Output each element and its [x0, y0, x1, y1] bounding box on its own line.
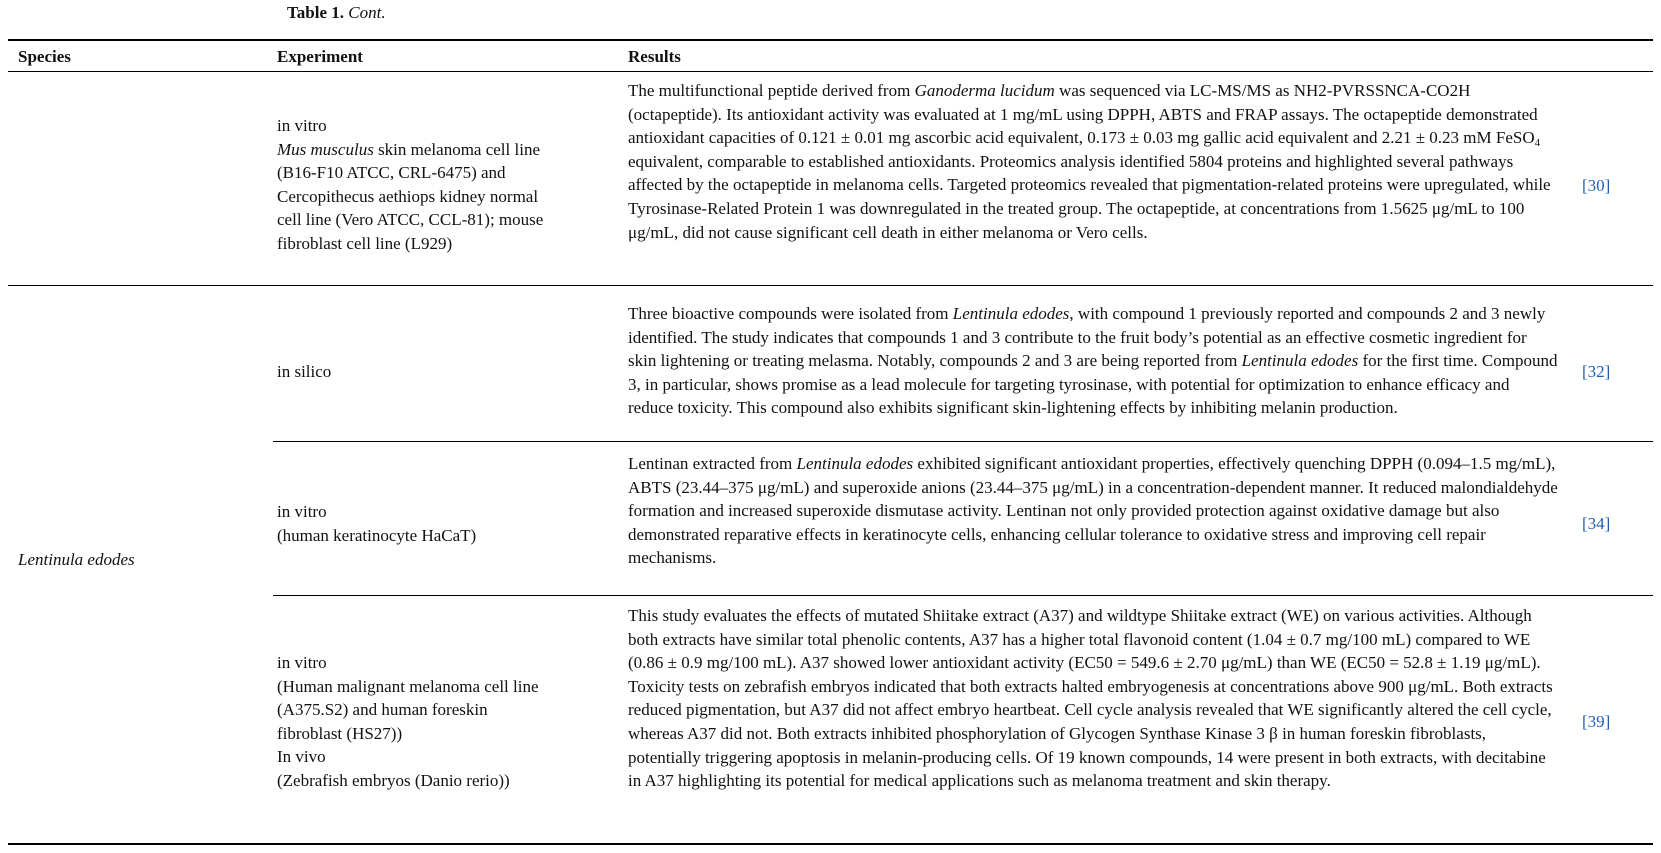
row2-res-italic: Lentinula edodes	[952, 304, 1070, 323]
row1-exp-line: fibroblast cell line (L929)	[277, 233, 453, 253]
row2-res-text: Three bioactive compounds were isolated from	[628, 304, 953, 323]
table-caption	[287, 2, 386, 24]
row1-exp-line: Cercopithecus aethiops kidney normal	[277, 186, 539, 206]
row1-exp-line: cell line (Vero ATCC, CCL-81); mouse	[277, 210, 544, 230]
row1-experiment	[277, 114, 627, 256]
ref-link-34[interactable]: [34]	[1582, 514, 1611, 533]
row1-exp-line: (B16-F10 ATCC, CRL-6475) and	[277, 163, 506, 183]
bottom-rule	[8, 843, 1653, 845]
row3-res-text: Lentinan extracted from	[628, 454, 797, 473]
ref-link-32[interactable]: [32]	[1582, 362, 1611, 381]
row3-exp-line: (human keratinocyte HaCaT)	[277, 525, 477, 545]
row4-exp-line: (Human malignant melanoma cell line	[277, 676, 539, 696]
species-lentinula-edodes: Lentinula edodes	[18, 550, 135, 569]
row4-res-text: This study evaluates the effects of mutated Shiitake extract (A37) and wildtype Shiitake extract (WE) on various activities. Although both extracts have similar total phenolic contents, A37 has a higher total flavonoid content (1.04 ± 0.7 mg/100 mL) compared to WE (0.86 ± 0.9 mg/100 mL). A37 showed lower antioxidant activity (EC50 = 549.6 ± 2.70 μg/mL) than WE (EC50 = 52.8 ± 1.19 μg/mL). Toxicity tests on zebrafish embryos indicated that both extracts halted embryogenesis at concentrations above 900 μg/mL. Both extracts reduced pigmentation, but A37 did not affect embryo heartbeat. Cell cycle analysis revealed that WE significantly altered the cell cycle, whereas A37 did not. Both extracts inhibited phosphorylation of Glycogen Synthase Kinase 3 β in human foreskin fibroblasts, potentially triggering apoptosis in melanin-producing cells. Of 19 known compounds, 14 were present in both extracts, with decitabine in A37 highlighting its potential for medical applications such as melanoma treatment and skin therapy.	[628, 606, 1553, 791]
row3-results	[628, 452, 1558, 570]
row4-exp-line: (A375.S2) and human foreskin	[277, 700, 488, 720]
row1-exp-line	[277, 138, 627, 162]
row1-res-text: The multifunctional peptide derived from	[628, 81, 915, 100]
row-rule	[273, 441, 1653, 442]
table-label: Table 1.	[287, 3, 345, 22]
row2-results	[628, 302, 1558, 420]
row1-exp-line: in vitro	[277, 116, 327, 135]
row2-experiment	[277, 360, 627, 384]
row4-exp-line: in vitro	[277, 653, 327, 672]
species-italic: Mus musculus	[277, 139, 374, 159]
row4-experiment	[277, 651, 627, 793]
row2-res-text: , with compound 1 previously reported and compounds 2 and 3 newly identified. The study indicates that compounds 1 and 3 contribute to the fruit body’s potential as an effective cosmetic ingredient for skin lightening or treating melasma. Notably, compounds 2 and 3 are being reported from	[628, 304, 1546, 371]
row4-results	[628, 604, 1558, 793]
row3-res-text: exhibited significant antioxidant properties, effectively quenching DPPH (0.094–1.5 mg/mL), ABTS (23.44–375 μg/mL) and superoxide anions (23.44–375 μg/mL) in a concentration-dependent manner. It reduced malondialdehyde formation and increased superoxide dismutase activity. Lentinan not only provided protection against oxidative damage but also demonstrated reparative effects in keratinocyte cells, enhancing cellular tolerance to oxidative stress and improving cell repair mechanisms.	[628, 454, 1558, 568]
row1-res-italic: Ganoderma lucidum	[914, 81, 1055, 100]
row1-res-subscript: 4	[1534, 137, 1541, 150]
row1-results	[628, 79, 1558, 244]
row2-res-text: for the first time. Compound 3, in particular, shows promise as a lead molecule for targeting tyrosinase, with potential for optimization to enhance efficacy and reduce toxicity. This compound also exhibits significant skin-lightening effects by inhibiting melanin production.	[628, 351, 1558, 418]
row3-exp-line: in vitro	[277, 502, 327, 521]
row1-res-text: was sequenced via LC-MS/MS as NH2-PVRSSNCA-CO2H (octapeptide). Its antioxidant activity was evaluated at 1 mg/mL using DPPH, ABTS and FRAP assays. The octapeptide demonstrated antioxidant capacities of 0.121 ± 0.01 mg ascorbic acid equivalent, 0.173 ± 0.03 mg gallic acid equivalent and 2.21 ± 0.23 mM FeSO	[628, 81, 1538, 148]
header-experiment: Experiment	[277, 47, 363, 66]
header-rule	[8, 71, 1653, 72]
row-rule	[273, 595, 1653, 596]
header-species: Species	[18, 47, 71, 66]
row4-exp-line: (Zebrafish embryos (Danio rerio))	[277, 770, 510, 790]
row2-res-italic: Lentinula edodes	[1241, 351, 1359, 371]
row3-experiment	[277, 500, 627, 547]
row3-res-italic: Lentinula edodes	[796, 454, 914, 473]
row2-exp-line: in silico	[277, 362, 332, 381]
row4-exp-line: fibroblast (HS27))	[277, 723, 403, 743]
ref-link-30[interactable]: [30]	[1582, 176, 1611, 195]
row4-exp-line: In vivo	[277, 747, 326, 767]
ref-link-39[interactable]: [39]	[1582, 712, 1611, 731]
row1-exp-text: skin melanoma cell line	[373, 139, 540, 159]
header-results: Results	[628, 47, 681, 66]
row-rule	[8, 285, 1653, 286]
row1-res-text: equivalent, comparable to established antioxidants. Proteomics analysis identified 5804 proteins and highlighted several pathways affected by the octapeptide in melanoma cells. Targeted proteomics revealed that pigmentation-related proteins were upregulated, while Tyrosinase-Related Protein 1 was downregulated in the treated group. The octapeptide, at concentrations from 1.5625 μg/mL to 100 μg/mL, did not cause significant cell death in either melanoma or Vero cells.	[628, 151, 1551, 242]
top-rule	[8, 39, 1653, 41]
table-cont: Cont.	[348, 3, 386, 22]
